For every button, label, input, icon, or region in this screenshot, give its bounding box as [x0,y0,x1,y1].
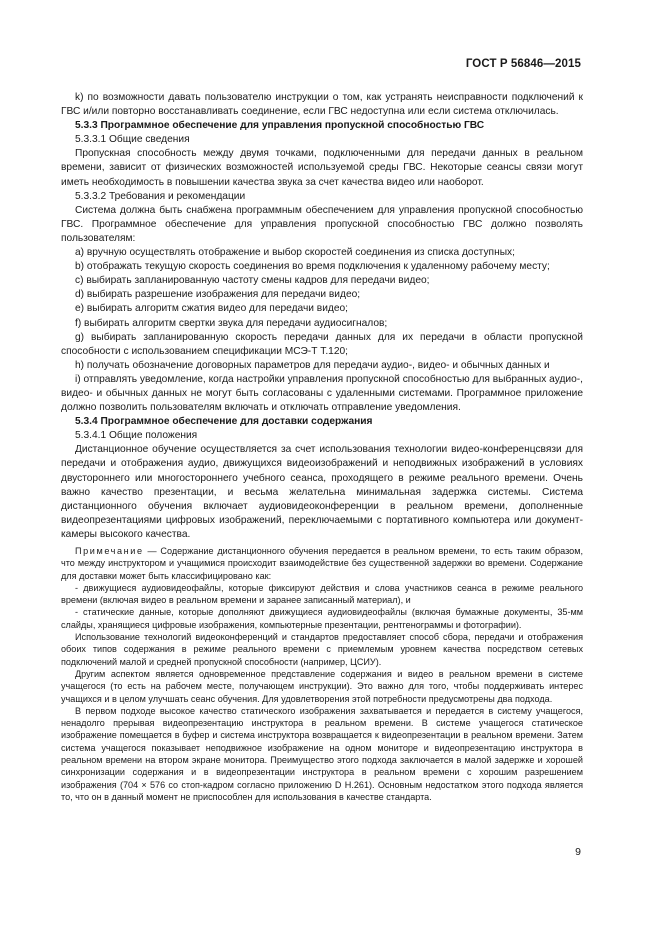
list-item-h: h) получать обозначение договорных параметров для передачи аудио-, видео- и обычных данных и [75,359,550,371]
heading-5-3-3-2: 5.3.3.2 Требования и рекомендации [75,190,246,202]
note-item-moving: - движущиеся аудиовидеофайлы, которые фиксируют действия и слова участников сеанса в режиме реального времени (включая видео в реальном времени и заранее записанный материал), и [61,582,583,606]
list-item-a: а) вручную осуществлять отображение и выбор скоростей соединения из списка доступных; [75,247,515,259]
list-item-d: d) выбирать разрешение изображения для передачи видео; [75,289,361,301]
list-item-e: е) выбирать алгоритм сжатия видео для передачи видео; [75,303,349,315]
note-paragraph-aspect: Другим аспектом является одновременное представление содержания и видео в реальном времени в системе учащегося (то есть на рабочем месте, получающем инструкции). Это важно для того, чтобы поддерживать интерес учащихся и в целом улучшать сеанс обучения. Для удовлетворения этой потребности предусмотрены два подхода. [61,668,583,704]
heading-5-3-4-1: 5.3.4.1 Общие положения [75,430,198,442]
page-number: 9 [575,846,581,858]
page-content [61,91,583,803]
heading-5-3-3: 5.3.3 Программное обеспечение для управления пропускной способностью ГВС [75,120,485,132]
list-item-k: k) по возможности давать пользователю инструкции о том, как устранять неисправности подключений к ГВС и/или повторно восстанавливать соединение, если ГВС недоступна или если система отключилась. [61,92,583,118]
list-item-b: b) отображать текущую скорость соединения во время подключения к удаленному рабочему месту; [75,261,550,273]
note-label: Примечание [75,546,144,556]
paragraph-requirements: Система должна быть снабжена программным обеспечением для управления пропускной способностью ГВС. Программное обеспечение для управления пропускной способностью ГВС должно позволять пользователям: [61,204,583,244]
note-block [61,545,583,803]
note-paragraph [61,545,583,582]
list-item-g: g) выбирать запланированную скорость передачи данных для их передачи в области пропускной способности с использованием спецификации МСЭ-Т Т.120; [61,331,583,357]
heading-5-3-3-1: 5.3.3.1 Общие сведения [75,134,190,146]
note-paragraph-technologies: Использование технологий видеоконференций и стандартов предоставляет способ сбора, передачи и отображения обоих типов содержания в режиме реального времени с приемлемым уровнем качества посредством сетевых подключений малой и средней пропускной способности (например, ЦСИУ). [61,632,583,667]
heading-5-3-4: 5.3.4 Программное обеспечение для доставки содержания [75,416,373,428]
note-item-static: - статические данные, которые дополняют движущиеся аудиовидеофайлы (включая бумажные документы, 35-мм слайды, хранящиеся цифровые изображения, компьютерные презентации, рентгенограммы и фотографии). [61,607,583,630]
paragraph-distance-learning: Дистанционное обучение осуществляется за счет использования технологии видео-конференцсвязи для передачи и отображения аудио, движущихся видеоизображений и неподвижных изображений в условиях двустороннего или многостороннего учебного сеанса, проходящего в режиме реального времени. Очень важно качество презентации, и весьма желательна минимальная задержка системы. Система дистанционного обучения включает аудиовидеоконференции в реальном времени, дополненные видеопрезентациями цифровых изображений, переключаемыми с портативного компьютера или документ-камеры высокого качества. [61,444,583,540]
document-header: ГОСТ Р 56846—2015 [465,58,581,70]
note-text: Содержание дистанционного обучения передается в реальном времени, то есть таким образом, что между инструктором и учащимися происходит взаимодействие без существенной задержки во времени. Содержание для доставки может быть классифицировано как: [61,546,583,581]
list-item-c: с) выбирать запланированную частоту смены кадров для передачи видео; [75,275,430,287]
paragraph-bandwidth: Пропускная способность между двумя точками, подключенными для передачи данных в реальном времени, зависит от физических возможностей используемой среды ГВС. Некоторые сеансы связи могут иметь необходимость в повышении качества звука за счет качества видео или наоборот. [61,148,583,188]
list-item-i: i) отправлять уведомление, когда настройки управления пропускной способностью для выбранных аудио-, видео- и обычных данных не могут быть согласованы с удаленными системами. Программное приложение должно позволить пользователям включать и отключать отправление уведомления. [61,373,583,414]
note-dash: — [143,546,161,556]
note-paragraph-first-approach: В первом подходе высокое качество статического изображения захватывается и передается в систему учащегося, ненадолго прерывая видеопрезентацию инструктора в реальном времени. В системе учащегося статическое изображение помещается в буфер и система инструктора возвращается к видеопрезентации в реальном времени. Затем система учащегося показывает неподвижное изображение на одном мониторе и видеопрезентацию инструктора в реальном времени на втором экране монитора. Преимущество этого подхода заключается в малой задержке и хорошей синхронизации содержания и в видеопрезентации инструктора в реальном времени с хорошим разрешением изображения (704 × 576 со стоп-кадром согласно приложению D Н.261). Основным недостатком этого подхода является то, что он в данный момент не приспособлен для использования в качестве стандарта. [61,705,583,802]
list-item-f: f) выбирать алгоритм свертки звука для передачи аудиосигналов; [75,317,388,329]
